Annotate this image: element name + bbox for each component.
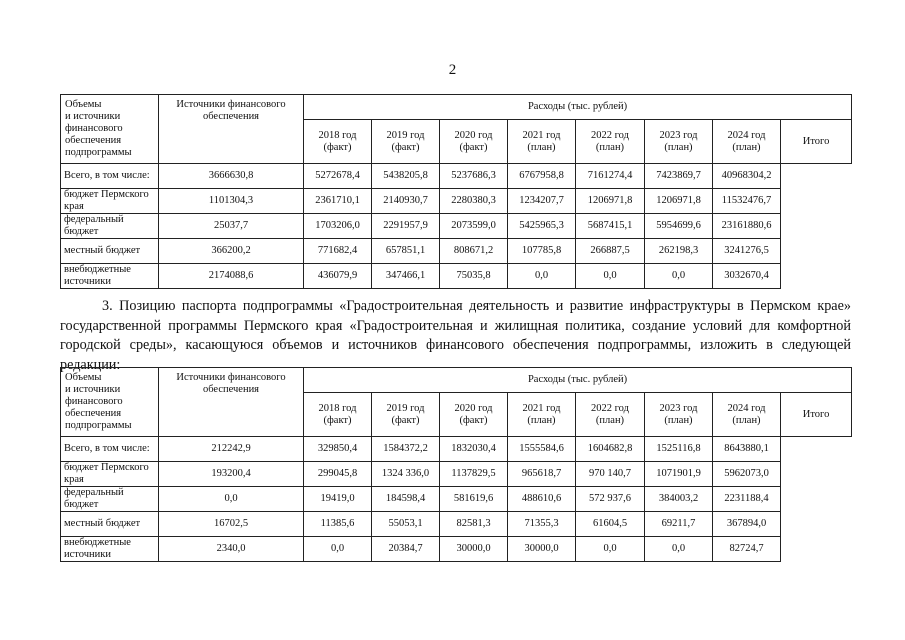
amount-cell: 2291957,9 xyxy=(372,213,440,238)
amount-cell: 212242,9 xyxy=(159,437,304,462)
amount-cell: 965618,7 xyxy=(508,461,576,486)
table-row xyxy=(61,213,852,238)
amount-cell: 0,0 xyxy=(645,263,713,288)
amount-cell: 71355,3 xyxy=(508,512,576,537)
amount-cell: 488610,6 xyxy=(508,486,576,511)
amount-cell: 5237686,3 xyxy=(440,164,508,189)
funding-source-cell: федеральный бюджет xyxy=(61,486,159,511)
amount-cell: 69211,7 xyxy=(645,512,713,537)
amount-cell: 3666630,8 xyxy=(159,164,304,189)
amount-cell: 2073599,0 xyxy=(440,213,508,238)
amount-cell: 1525116,8 xyxy=(645,437,713,462)
year-header: 2023 год (план) xyxy=(645,393,713,437)
year-header: 2023 год (план) xyxy=(645,120,713,164)
year-header: 2020 год (факт) xyxy=(440,393,508,437)
year-header: 2018 год (факт) xyxy=(304,120,372,164)
amount-cell: 0,0 xyxy=(508,263,576,288)
amount-cell: 2280380,3 xyxy=(440,188,508,213)
sources-header: Источники финансового обеспечения xyxy=(159,368,304,437)
year-header: 2024 год (план) xyxy=(713,393,781,437)
table-row xyxy=(61,263,852,288)
table-row xyxy=(61,239,852,264)
funding-source-cell: Всего, в том числе: xyxy=(61,437,159,462)
funding-source-cell: Всего, в том числе: xyxy=(61,164,159,189)
amount-cell: 2361710,1 xyxy=(304,188,372,213)
amount-cell: 61604,5 xyxy=(576,512,645,537)
table-row xyxy=(61,512,852,537)
objects-label: Объемы и источники финансового обеспечения подпрограммы xyxy=(61,95,159,164)
financing-table-new xyxy=(60,367,852,562)
amount-cell: 55053,1 xyxy=(372,512,440,537)
year-header: 2019 год (факт) xyxy=(372,393,440,437)
amount-cell: 75035,8 xyxy=(440,263,508,288)
funding-source-cell: федеральный бюджет xyxy=(61,213,159,238)
total-cell: 82724,7 xyxy=(713,536,781,561)
amount-cell: 1703206,0 xyxy=(304,213,372,238)
amount-cell: 19419,0 xyxy=(304,486,372,511)
amount-cell: 347466,1 xyxy=(372,263,440,288)
table2-body xyxy=(61,437,852,561)
funding-source-cell: местный бюджет xyxy=(61,512,159,537)
total-cell: 367894,0 xyxy=(713,512,781,537)
total-cell: 3032670,4 xyxy=(713,263,781,288)
total-cell: 2231188,4 xyxy=(713,486,781,511)
year-header: 2021 год (план) xyxy=(508,393,576,437)
amount-cell: 0,0 xyxy=(576,536,645,561)
table-row xyxy=(61,461,852,486)
amount-cell: 1555584,6 xyxy=(508,437,576,462)
year-header: 2021 год (план) xyxy=(508,120,576,164)
amount-cell: 1206971,8 xyxy=(645,188,713,213)
funding-source-cell: бюджет Пермского края xyxy=(61,461,159,486)
year-header: 2022 год (план) xyxy=(576,120,645,164)
amount-cell: 2340,0 xyxy=(159,536,304,561)
amount-cell: 107785,8 xyxy=(508,239,576,264)
amount-cell: 5425965,3 xyxy=(508,213,576,238)
page-number: 2 xyxy=(448,62,457,78)
expenses-header: Расходы (тыс. рублей) xyxy=(304,95,852,120)
funding-source-cell: внебюджетные источники xyxy=(61,536,159,561)
amount-cell: 970 140,7 xyxy=(576,461,645,486)
table-row xyxy=(61,164,852,189)
total-cell: 23161880,6 xyxy=(713,213,781,238)
amount-cell: 329850,4 xyxy=(304,437,372,462)
amount-cell: 16702,5 xyxy=(159,512,304,537)
amount-cell: 5954699,6 xyxy=(645,213,713,238)
amount-cell: 266887,5 xyxy=(576,239,645,264)
amount-cell: 25037,7 xyxy=(159,213,304,238)
year-header: 2020 год (факт) xyxy=(440,120,508,164)
amount-cell: 262198,3 xyxy=(645,239,713,264)
amount-cell: 436079,9 xyxy=(304,263,372,288)
amount-cell: 1071901,9 xyxy=(645,461,713,486)
table-row xyxy=(61,188,852,213)
amount-cell: 5272678,4 xyxy=(304,164,372,189)
amount-cell: 581619,6 xyxy=(440,486,508,511)
amount-cell: 366200,2 xyxy=(159,239,304,264)
amount-cell: 1604682,8 xyxy=(576,437,645,462)
total-cell: 5962073,0 xyxy=(713,461,781,486)
amount-cell: 1234207,7 xyxy=(508,188,576,213)
amendment-paragraph: 3. Позицию паспорта подпрограммы «Градостроительная деятельность и развитие инфраструктуры в Пермском крае» государственной программы Пермского края «Градостроительная и жилищная политика, создание условий для комфортной городской среды», касающуюся объемов и источников финансового обеспечения подпрограммы, изложить в следующей редакции: xyxy=(60,298,851,373)
year-header: 2022 год (план) xyxy=(576,393,645,437)
amount-cell: 5687415,1 xyxy=(576,213,645,238)
sources-header: Источники финансового обеспечения xyxy=(159,95,304,164)
amount-cell: 1101304,3 xyxy=(159,188,304,213)
amount-cell: 7423869,7 xyxy=(645,164,713,189)
amount-cell: 572 937,6 xyxy=(576,486,645,511)
amount-cell: 7161274,4 xyxy=(576,164,645,189)
year-header: 2024 год (план) xyxy=(713,120,781,164)
amount-cell: 299045,8 xyxy=(304,461,372,486)
amount-cell: 384003,2 xyxy=(645,486,713,511)
amount-cell: 1206971,8 xyxy=(576,188,645,213)
amount-cell: 30000,0 xyxy=(508,536,576,561)
amount-cell: 82581,3 xyxy=(440,512,508,537)
total-header: Итого xyxy=(781,120,852,164)
table-row xyxy=(61,536,852,561)
total-cell: 8643880,1 xyxy=(713,437,781,462)
amount-cell: 6767958,8 xyxy=(508,164,576,189)
objects-label: Объемы и источники финансового обеспечения подпрограммы xyxy=(61,368,159,437)
table-row xyxy=(61,486,852,511)
amount-cell: 808671,2 xyxy=(440,239,508,264)
year-header: 2018 год (факт) xyxy=(304,393,372,437)
amount-cell: 2174088,6 xyxy=(159,263,304,288)
amount-cell: 0,0 xyxy=(645,536,713,561)
funding-source-cell: местный бюджет xyxy=(61,239,159,264)
amount-cell: 184598,4 xyxy=(372,486,440,511)
amount-cell: 1324 336,0 xyxy=(372,461,440,486)
amount-cell: 30000,0 xyxy=(440,536,508,561)
amount-cell: 771682,4 xyxy=(304,239,372,264)
amount-cell: 193200,4 xyxy=(159,461,304,486)
amount-cell: 1832030,4 xyxy=(440,437,508,462)
funding-source-cell: бюджет Пермского края xyxy=(61,188,159,213)
expenses-header: Расходы (тыс. рублей) xyxy=(304,368,852,393)
table-row xyxy=(61,437,852,462)
amount-cell: 5438205,8 xyxy=(372,164,440,189)
amount-cell: 1137829,5 xyxy=(440,461,508,486)
year-header: 2019 год (факт) xyxy=(372,120,440,164)
total-cell: 40968304,2 xyxy=(713,164,781,189)
amount-cell: 1584372,2 xyxy=(372,437,440,462)
amount-cell: 11385,6 xyxy=(304,512,372,537)
financing-table-old xyxy=(60,94,852,289)
total-cell: 11532476,7 xyxy=(713,188,781,213)
amount-cell: 20384,7 xyxy=(372,536,440,561)
table1-body xyxy=(61,164,852,288)
amount-cell: 0,0 xyxy=(304,536,372,561)
amount-cell: 0,0 xyxy=(159,486,304,511)
amount-cell: 2140930,7 xyxy=(372,188,440,213)
total-header: Итого xyxy=(781,393,852,437)
amount-cell: 657851,1 xyxy=(372,239,440,264)
amount-cell: 0,0 xyxy=(576,263,645,288)
total-cell: 3241276,5 xyxy=(713,239,781,264)
funding-source-cell: внебюджетные источники xyxy=(61,263,159,288)
